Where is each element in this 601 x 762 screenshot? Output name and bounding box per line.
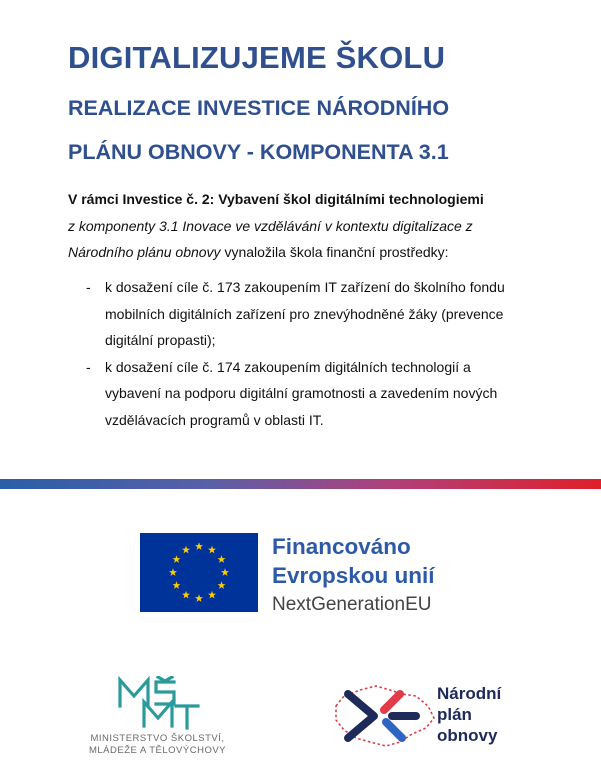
gradient-divider	[0, 479, 601, 489]
subtitle-line-1: REALIZACE INVESTICE NÁRODNÍHO	[68, 96, 450, 120]
msmt-monogram-icon	[116, 676, 200, 732]
eu-star	[182, 591, 190, 599]
eu-star	[172, 581, 180, 589]
list-item-text: k dosažení cíle č. 173 zakoupením IT zařízení do školního fondu mobilních digitálních zařízení pro znevýhodněné žáky (prevence digitální propasti);	[105, 279, 505, 348]
intro-rest: vynaložila škola finanční prostředky:	[220, 244, 449, 260]
eu-star	[195, 542, 203, 550]
npo-logo	[330, 676, 530, 756]
page-title: DIGITALIZUJEME ŠKOLU	[68, 40, 446, 75]
eu-flag-icon	[140, 533, 258, 612]
eu-stars	[140, 533, 258, 612]
eu-star	[195, 594, 203, 602]
npo-line-1: Národní	[437, 684, 502, 703]
eu-star	[221, 568, 229, 576]
list-item	[86, 274, 526, 354]
eu-star	[208, 546, 216, 554]
eu-line-2: Evropskou unií	[272, 563, 435, 588]
msmt-name-line-1: MINISTERSTVO ŠKOLSTVÍ,	[90, 733, 225, 744]
npo-line-2: plán	[437, 705, 472, 724]
npo-title	[437, 683, 501, 746]
bullet-dash: -	[86, 358, 91, 375]
intro-bold: V rámci Investice č. 2: Vybavení škol digitálními technologiemi	[68, 191, 484, 207]
bullet-dash: -	[86, 279, 91, 295]
intro-italic: z komponenty 3.1 Inovace ve vzdělávání v kontextu digitalizace z Národního plánu obnovy	[68, 217, 473, 260]
list-item-text: k dosažení cíle č. 174 zakoupením digitálních technologií a vybavení na podporu digitální gramotnosti a zavedením nových vzdělávacích programů v oblasti IT.	[105, 358, 498, 428]
subtitle-line-2: PLÁNU OBNOVY - KOMPONENTA 3.1	[68, 140, 449, 164]
eu-star	[208, 591, 216, 599]
eu-star	[182, 546, 190, 554]
eu-line-1: Financováno	[272, 534, 411, 559]
intro-paragraph	[68, 186, 538, 266]
npo-czech-map-icon	[330, 676, 438, 756]
npo-line-3: obnovy	[437, 726, 498, 745]
msmt-name-line-2: MLÁDEŽE A TĚLOVÝCHOVY	[88, 745, 227, 756]
eu-star	[218, 555, 226, 563]
eu-star	[218, 581, 226, 589]
eu-line-3: NextGenerationEU	[272, 594, 432, 615]
goals-list	[86, 274, 526, 433]
eu-funding-text	[272, 532, 435, 620]
msmt-logo	[70, 676, 245, 756]
eu-star	[169, 568, 177, 576]
eu-star	[172, 555, 180, 563]
list-item	[86, 354, 526, 434]
